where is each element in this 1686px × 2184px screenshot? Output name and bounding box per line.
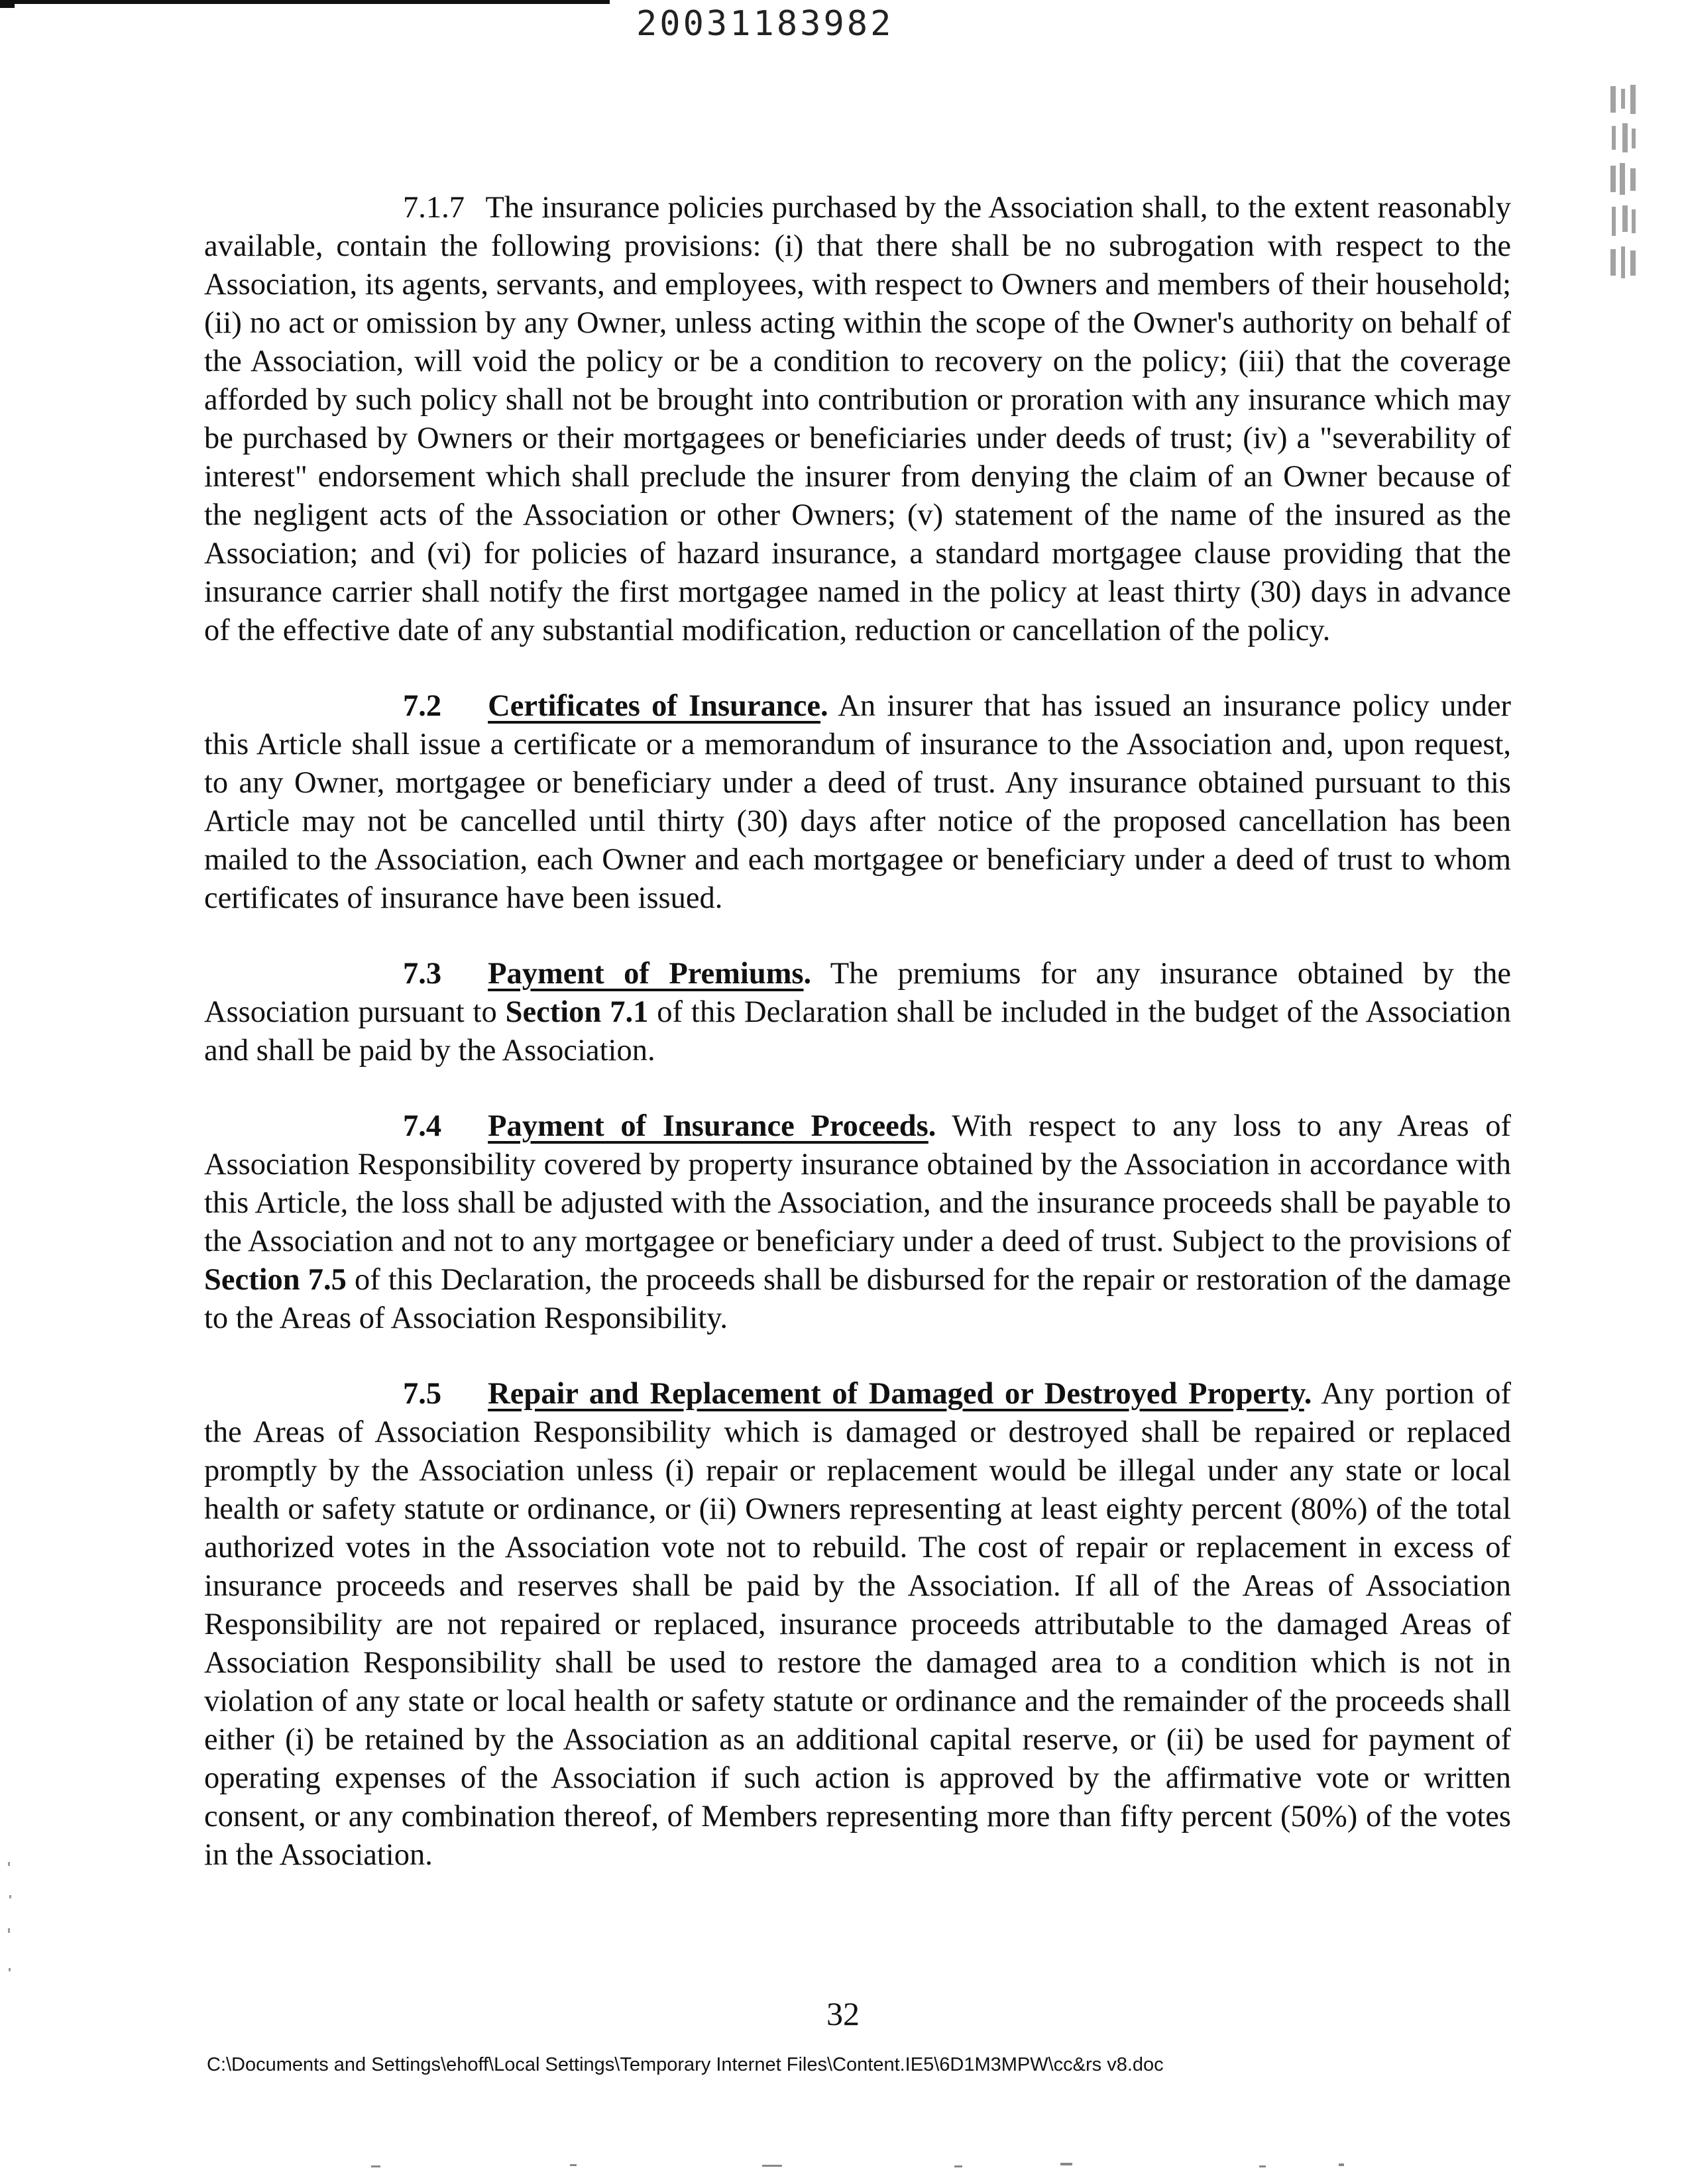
page-number: 32: [826, 1995, 860, 2032]
section-heading: Repair and Replacement of Damaged or Destroyed Property: [488, 1377, 1304, 1411]
section-number: 7.5: [403, 1377, 442, 1411]
section-text: The insurance policies purchased by the Association shall, to the extent reasonably available, contain the following provisions: (i) that there shall be no subrogation with respect to the Association, its agents, servants, and employees, with respect to Owners and members of their household; (ii) no act or omission by any Owner, unless acting within the scope of the Owner's authority on behalf of the Association, will void the policy or be a condition to recovery on the policy; (iii) that the coverage afforded by such policy shall not be brought into contribution or proration with any insurance which may be purchased by Owners or their mortgagees or beneficiaries under deeds of trust; (iv) a "severability of interest" endorsement which shall preclude the insurer from denying the claim of an Owner because of the negligent acts of the Association or other Owners; (v) statement of the name of the insured as the Association; and (vi) for policies of hazard insurance, a standard mortgagee clause providing that the insurance carrier shall notify the first mortgagee named in the policy at least thirty (30) days in advance of the effective date of any substantial modification, reduction or cancellation of the policy.: [204, 191, 1511, 647]
margin-scan-specks: [0, 1855, 20, 2001]
section-heading: Payment of Premiums: [488, 957, 804, 991]
section-number: 7.3: [403, 957, 442, 991]
section-7-3: 7.3 Payment of Premiums. The premiums for any insurance obtained by the Association pursuant to Section 7.1 of this Declaration shall be included in the budget of the Association and shall be paid by the Association.: [204, 957, 1512, 1067]
document-number: 20031183982: [636, 4, 894, 44]
section-text: The premiums for any insurance obtained by the Association pursuant to: [204, 957, 1511, 1029]
section-number: 7.2: [403, 689, 442, 723]
bottom-scan-specks: [0, 2160, 1686, 2173]
section-7-5: 7.5 Repair and Replacement of Damaged or Destroyed Property. Any portion of the Areas of Association Responsibility which is damaged or destroyed shall be repaired or replaced promptly by the Association unless (i) repair or replacement would be illegal under any state or local health or safety statute or ordinance, or (ii) Owners representing at least eighty percent (80%) of the total authorized votes in the Association vote not to rebuild. The cost of repair or replacement in excess of insurance proceeds and reserves shall be paid by the Association. If all of the Areas of Association Responsibility are not repaired or replaced, insurance proceeds attributable to the damaged Areas of Association Responsibility shall be used to restore the damaged area to a condition which is not in violation of any state or local health or safety statute or ordinance and the remainder of the proceeds shall either (i) be retained by the Association as an additional capital reserve, or (ii) be used for payment of operating expenses of the Association if such action is approved by the affirmative vote or written consent, or any combination thereof, of Members representing more than fifty percent (50%) of the votes in the Association.: [204, 1377, 1512, 1872]
section-7-2: 7.2 Certificates of Insurance. An insurer that has issued an insurance policy under this Article shall issue a certificate or a memorandum of insurance to the Association and, upon request, to any Owner, mortgagee or beneficiary under a deed of trust. Any insurance obtained pursuant to this Article may not be cancelled until thirty (30) days after notice of the proposed cancellation has been mailed to the Association, each Owner and each mortgagee or beneficiary under a deed of trust to whom certificates of insurance have been issued.: [204, 689, 1512, 915]
top-corner-mark: [0, 0, 15, 8]
section-7-1-7: [204, 189, 1511, 650]
document-body: [204, 189, 1511, 1912]
section-text-continued: of this Declaration shall be included in the budget of the Association and shall be paid by the Association.: [204, 995, 1512, 1067]
section-reference: Section 7.5: [204, 1263, 347, 1297]
section-7-4: 7.4 Payment of Insurance Proceeds. With respect to any loss to any Areas of Association Responsibility covered by property insurance obtained by the Association in accordance with this Article, the loss shall be adjusted with the Association, and the insurance proceeds shall be payable to the Association and not to any mortgagee or beneficiary under a deed of trust. Subject to the provisions of Section 7.5 of this Declaration, the proceeds shall be disbursed for the repair or restoration of the damage to the Areas of Association Responsibility.: [204, 1109, 1512, 1335]
section-text-continued: of this Declaration, the proceeds shall be disbursed for the repair or restoration of the damage to the Areas of Association Responsibility.: [204, 1263, 1512, 1335]
section-text: With respect to any loss to any Areas of Association Responsibility covered by property insurance obtained by the Association in accordance with this Article, the loss shall be adjusted with the Association, and the insurance proceeds shall be payable to the Association and not to any mortgagee or beneficiary under a deed of trust. Subject to the provisions of: [204, 1109, 1511, 1258]
section-text: Any portion of the Areas of Association Responsibility which is damaged or destroyed shall be repaired or replaced promptly by the Association unless (i) repair or replacement would be illegal under any state or local health or safety statute or ordinance, or (ii) Owners representing at least eighty percent (80%) of the total authorized votes in the Association vote not to rebuild. The cost of repair or replacement in excess of insurance proceeds and reserves shall be paid by the Association. If all of the Areas of Association Responsibility are not repaired or replaced, insurance proceeds attributable to the damaged Areas of Association Responsibility shall be used to restore the damaged area to a condition which is not in violation of any state or local health or safety statute or ordinance and the remainder of the proceeds shall either (i) be retained by the Association as an additional capital reserve, or (ii) be used for payment of operating expenses of the Association if such action is approved by the affirmative vote or written consent, or any combination thereof, of Members representing more than fifty percent (50%) of the votes in the Association.: [204, 1377, 1512, 1872]
top-scan-rule: [0, 0, 610, 4]
section-text: An insurer that has issued an insurance policy under this Article shall issue a certificate or a memorandum of insurance to the Association and, upon request, to any Owner, mortgagee or beneficiary under a deed of trust. Any insurance obtained pursuant to this Article may not be cancelled until thirty (30) days after notice of the proposed cancellation has been mailed to the Association, each Owner and each mortgagee or beneficiary under a deed of trust to whom certificates of insurance have been issued.: [204, 689, 1512, 915]
section-heading: Payment of Insurance Proceeds: [488, 1109, 928, 1143]
side-recording-stamp: [1604, 80, 1644, 292]
file-path-footer: C:\Documents and Settings\ehoff\Local Settings\Temporary Internet Files\Content.IE5\6D1M3MPW\cc&rs v8.doc: [207, 2054, 1164, 2075]
section-number: 7.1.7: [403, 191, 465, 225]
section-heading: Certificates of Insurance: [488, 689, 820, 723]
section-number: 7.4: [403, 1109, 442, 1143]
section-reference: Section 7.1: [505, 995, 649, 1029]
